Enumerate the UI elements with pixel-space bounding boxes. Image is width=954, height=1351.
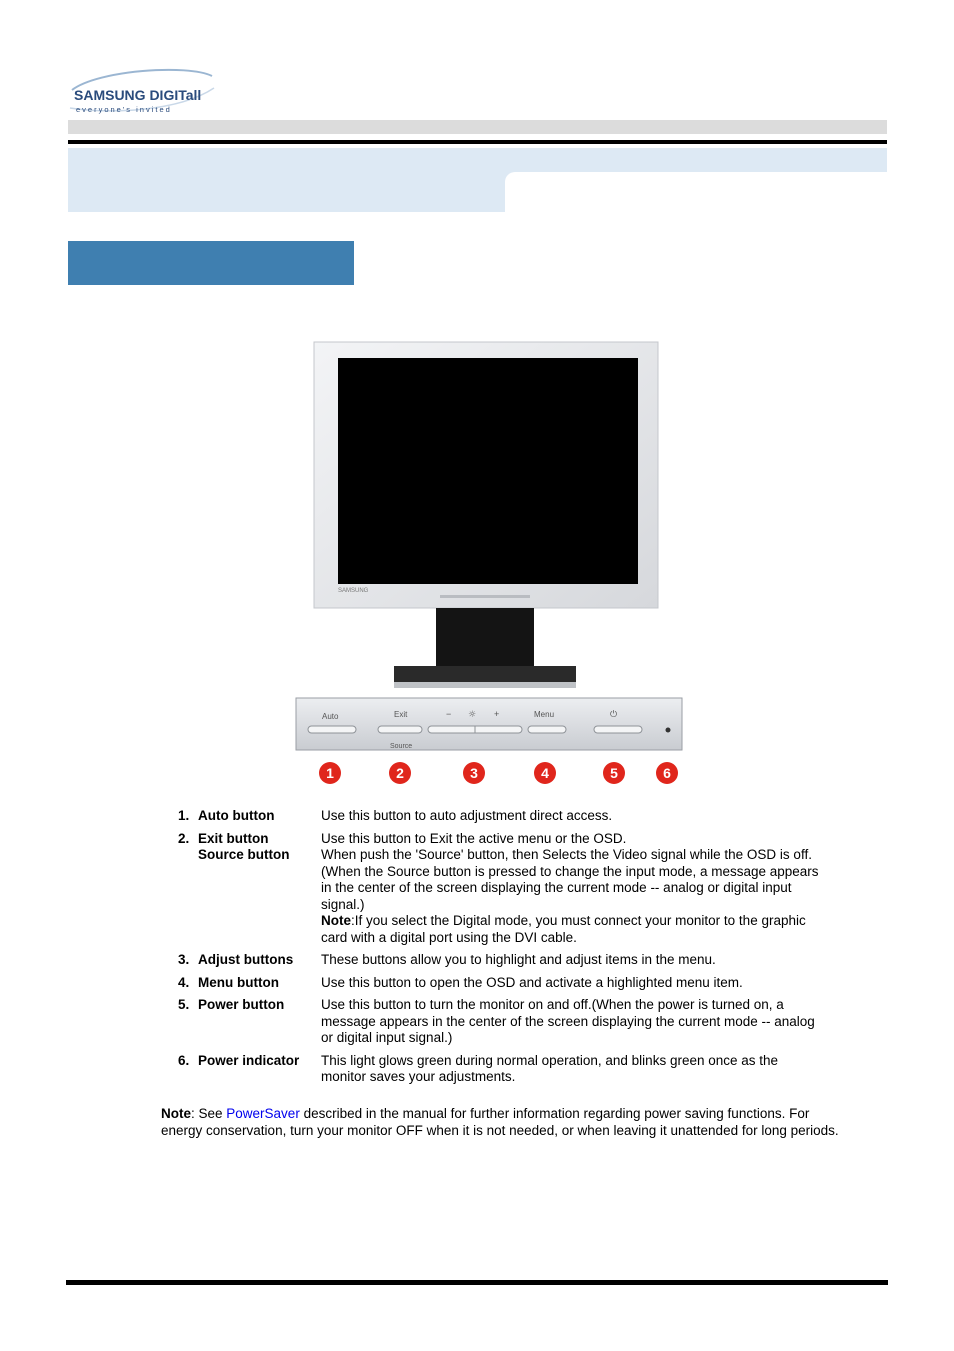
exit-button bbox=[378, 726, 422, 733]
callout-6 bbox=[656, 762, 678, 784]
top-divider bbox=[68, 140, 887, 144]
item-power-button bbox=[178, 997, 838, 1047]
note-label: Note bbox=[161, 1106, 191, 1121]
panel-label-exit: Exit bbox=[394, 710, 408, 719]
item-number: 1. bbox=[178, 808, 190, 823]
monitor-stand-neck bbox=[436, 608, 534, 670]
item-adjust-buttons bbox=[178, 952, 838, 969]
note-post-link: described in the manual for further information regarding power saving functions. For energy conservation, turn your monitor OFF when it is not needed, or when leaving it unattended for long periods. bbox=[161, 1106, 839, 1138]
panel-label-minus: − bbox=[446, 709, 452, 719]
button-descriptions bbox=[178, 808, 838, 1092]
logo-tagline: everyone's invited bbox=[76, 105, 172, 114]
bezel-button-strip bbox=[440, 595, 530, 598]
item-label: Auto button bbox=[198, 808, 275, 823]
front-control-panel bbox=[296, 698, 682, 750]
item-description-text: Use this button to open the OSD and activate a highlighted menu item. bbox=[321, 974, 743, 990]
power-button bbox=[594, 726, 642, 733]
item-note-label: Note bbox=[321, 913, 351, 928]
powersaver-link[interactable]: PowerSaver bbox=[226, 1106, 300, 1121]
item-label: Power button bbox=[198, 997, 285, 1012]
item-exit-source-button bbox=[178, 831, 838, 947]
item-number: 5. bbox=[178, 997, 190, 1012]
item-note-text: :If you select the Digital mode, you must connect your monitor to the graphic card with a digital port using the DVI cable. bbox=[321, 913, 806, 945]
item-number: 2. bbox=[178, 830, 190, 846]
item-auto-button bbox=[178, 808, 838, 825]
auto-button bbox=[308, 726, 356, 733]
callout-2-label: 2 bbox=[396, 765, 404, 781]
bezel-brand-label: SAMSUNG bbox=[338, 588, 369, 594]
callout-5 bbox=[603, 762, 625, 784]
panel-label-source: Source bbox=[390, 743, 413, 750]
callout-4-label: 4 bbox=[541, 765, 549, 781]
item-power-indicator bbox=[178, 1053, 838, 1086]
item-description-text: Use this button to turn the monitor on and off.(When the power is turned on, a message appears in the center of the screen displaying the current mode -- analog or digital input signal.) bbox=[321, 997, 815, 1045]
callout-5-label: 5 bbox=[610, 765, 618, 781]
item-label: Menu button bbox=[198, 974, 279, 990]
panel-label-auto: Auto bbox=[322, 712, 339, 721]
callout-1 bbox=[319, 762, 341, 784]
callout-6-label: 6 bbox=[663, 765, 671, 781]
item-description bbox=[321, 831, 821, 947]
callout-3 bbox=[463, 762, 485, 784]
power-saver-note bbox=[161, 1106, 851, 1139]
callout-1-label: 1 bbox=[326, 765, 334, 781]
callout-4 bbox=[534, 762, 556, 784]
item-description bbox=[321, 808, 821, 825]
samsung-logo bbox=[68, 68, 218, 116]
monitor-front-image bbox=[290, 338, 690, 798]
note-pre-link: : See bbox=[191, 1106, 227, 1121]
footer-divider bbox=[66, 1280, 888, 1285]
menu-button bbox=[528, 726, 566, 733]
item-number: 3. bbox=[178, 952, 190, 967]
logo-main-text: SAMSUNG DIGITall bbox=[74, 87, 202, 103]
item-description-text: When push the 'Source' button, then Selects the Video signal while the OSD is off. (When the Source button is pressed to change the input mode, a message appears in the center of the screen displaying the current mode -- analog or digital input signal.) bbox=[321, 847, 819, 912]
item-description bbox=[321, 997, 821, 1047]
panel-label-plus: + bbox=[494, 709, 500, 719]
item-note bbox=[321, 913, 821, 946]
section-tab bbox=[68, 241, 354, 285]
header-notch bbox=[505, 172, 887, 212]
monitor-stand-base-edge bbox=[394, 682, 576, 688]
item-label: Power indicator bbox=[198, 1052, 300, 1068]
item-description-text: These buttons allow you to highlight and adjust items in the menu. bbox=[321, 952, 716, 967]
power-indicator-led bbox=[666, 728, 671, 733]
item-description-text: This light glows green during normal operation, and blinks green once as the monitor saves your adjustments. bbox=[321, 1052, 779, 1084]
callout-2 bbox=[389, 762, 411, 784]
panel-label-power: ⏻ bbox=[610, 710, 618, 720]
callout-3-label: 3 bbox=[470, 765, 478, 781]
item-number: 6. bbox=[178, 1052, 190, 1068]
item-label-source: Source button bbox=[198, 847, 290, 862]
panel-label-menu: Menu bbox=[534, 710, 555, 719]
monitor-screen bbox=[338, 358, 638, 584]
item-description-text: Use this button to Exit the active menu or the OSD. bbox=[321, 830, 627, 846]
item-description-text: Use this button to auto adjustment direct access. bbox=[321, 808, 613, 823]
item-description bbox=[321, 952, 821, 969]
panel-label-brightness: ☼ bbox=[468, 710, 477, 720]
item-label: Adjust buttons bbox=[198, 952, 294, 967]
top-gray-bar bbox=[68, 120, 887, 134]
item-label-exit: Exit button bbox=[198, 830, 269, 846]
item-label bbox=[198, 831, 321, 947]
item-menu-button bbox=[178, 975, 838, 992]
item-description bbox=[321, 975, 821, 992]
item-number: 4. bbox=[178, 974, 190, 990]
item-description bbox=[321, 1053, 821, 1086]
